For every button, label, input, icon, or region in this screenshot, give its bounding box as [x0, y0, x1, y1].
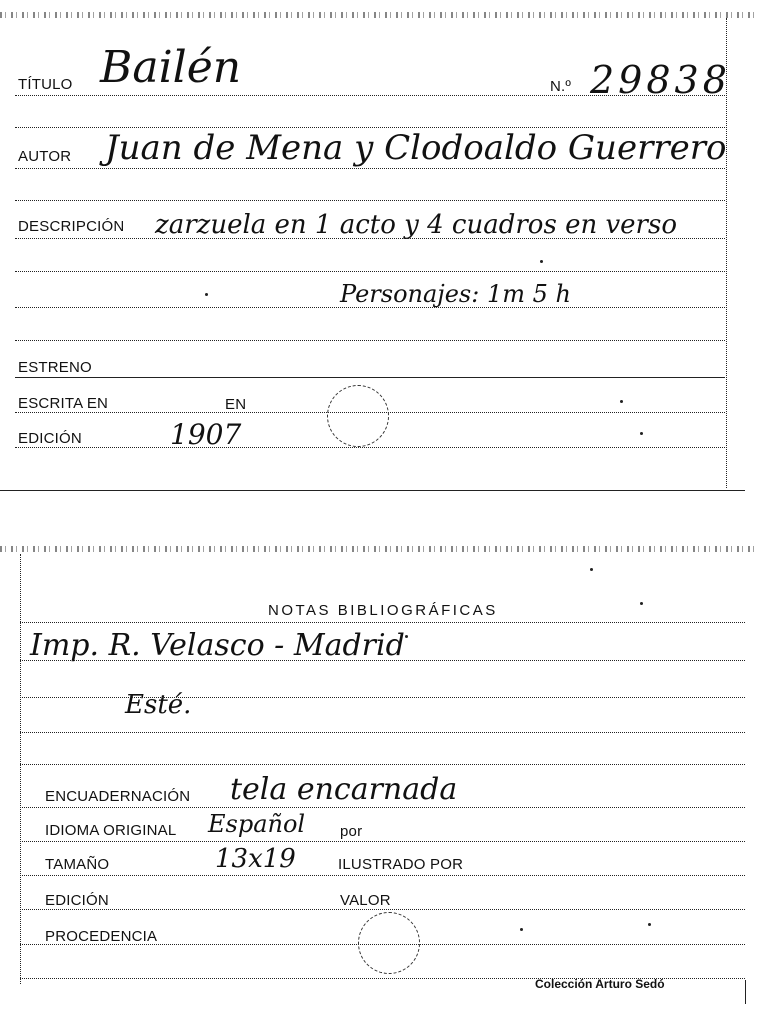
catalog-card-back: [0, 540, 759, 1028]
rule-tamano: [20, 875, 745, 876]
card-top-edge: [0, 546, 759, 552]
speck: [205, 293, 208, 296]
speck: [620, 400, 623, 403]
rule-edicion: [15, 447, 725, 448]
collection-footer: Colección Arturo Sedó: [535, 977, 665, 991]
rule-autor-2: [15, 200, 725, 201]
speck: [590, 568, 593, 571]
punch-hole-circle: [327, 385, 389, 447]
procedencia-label: PROCEDENCIA: [45, 928, 158, 945]
rule-descripcion-2: [15, 271, 725, 272]
rule-blank: [15, 340, 725, 341]
edicion-value: 1907: [170, 418, 242, 451]
valor-label: VALOR: [340, 892, 391, 909]
tamano-label: TAMAÑO: [45, 856, 110, 873]
speck: [540, 260, 543, 263]
rule-notas-4: [20, 732, 745, 733]
card-top-edge: [0, 12, 759, 18]
note-line-2: Esté.: [125, 690, 192, 720]
rule-personajes: [15, 307, 725, 308]
speck: [648, 923, 651, 926]
tamano-value: 13x19: [215, 844, 296, 874]
estreno-label: ESTRENO: [18, 359, 92, 376]
punch-hole-circle: [358, 912, 420, 974]
speck: [640, 432, 643, 435]
numero-value: 29838: [590, 58, 731, 102]
rule-estreno: [15, 377, 725, 378]
edicion-label: EDICIÓN: [18, 430, 82, 447]
notas-heading: NOTAS BIBLIOGRÁFICAS: [268, 602, 498, 619]
rule-notas-2: [20, 660, 745, 661]
escrita-en-label: ESCRITA EN: [18, 395, 109, 412]
speck: [640, 602, 643, 605]
ilustrado-label: ILUSTRADO POR: [338, 856, 464, 873]
rule-card-bottom: [0, 490, 745, 491]
personajes-value: Personajes: 1m 5 h: [340, 280, 571, 308]
encuadernacion-label: ENCUADERNACIÓN: [45, 788, 191, 805]
rule-idioma: [20, 841, 745, 842]
speck: [405, 635, 408, 638]
speck: [520, 928, 523, 931]
encuadernacion-value: tela encarnada: [230, 772, 458, 807]
titulo-label: TÍTULO: [18, 76, 73, 93]
autor-label: AUTOR: [18, 148, 72, 165]
por-label: por: [340, 823, 363, 840]
catalog-card-front: [0, 0, 759, 500]
rule-edicion-back: [20, 909, 745, 910]
idioma-value: Español: [208, 810, 306, 838]
card-right-edge: [745, 980, 746, 1004]
rule-descripcion: [15, 238, 725, 239]
titulo-value: Bailén: [100, 42, 242, 93]
rule-notas-1: [20, 622, 745, 623]
rule-notas-5: [20, 764, 745, 765]
note-line-1: Imp. R. Velasco - Madrid: [30, 628, 405, 663]
idioma-label: IDIOMA ORIGINAL: [45, 822, 177, 839]
rule-titulo: [15, 95, 725, 96]
autor-value: Juan de Mena y Clodoaldo Guerrero: [105, 128, 727, 168]
descripcion-value: zarzuela en 1 acto y 4 cuadros en verso: [155, 210, 677, 240]
rule-notas-3: [20, 697, 745, 698]
en-label: EN: [225, 396, 247, 413]
numero-label: N.º: [550, 78, 572, 95]
card-left-edge: [20, 554, 21, 984]
descripcion-label: DESCRIPCIÓN: [18, 218, 125, 235]
edicion-label-back: EDICIÓN: [45, 892, 109, 909]
rule-encuadernacion: [20, 807, 745, 808]
rule-autor: [15, 168, 725, 169]
